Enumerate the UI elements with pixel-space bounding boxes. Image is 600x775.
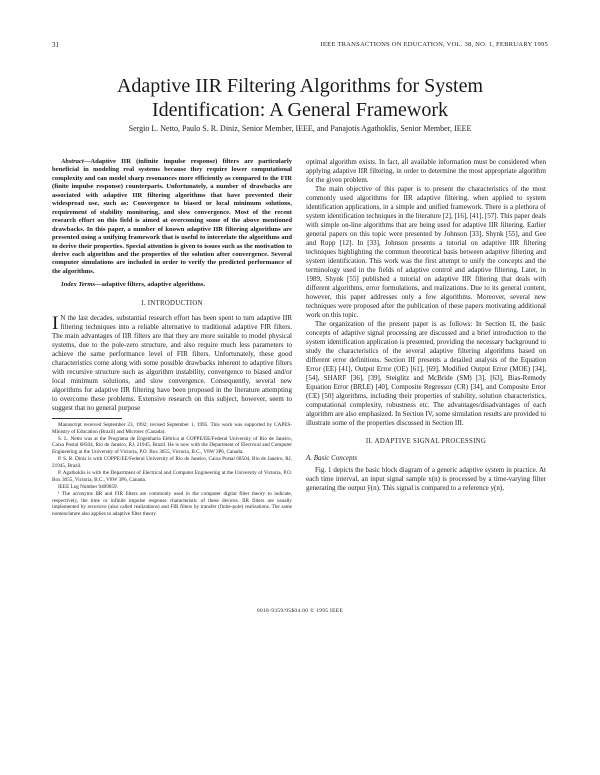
footnotes — [52, 422, 292, 517]
body-paragraph-2: The main objective of this paper is to present the characteristics of the most commonly used algorithms for IIR adaptive filtering, when applied to system identification applications, in a simple and unified framework. There is a plethora of system identification techniques in the literature [2], [16], [41], [57]. This paper deals with simple on-line algorithms that are being used for adaptive IIR filtering. Earlier general papers on this topic were presented by Johnson [33], Shynk [55], and Gee and Rupp [12]. In [33], Johnson presents a tutorial on adaptive IIR filtering techniques highlighting the common theoretical basis between adaptive filtering and system identification. This work was the first attempt to unify the concepts and the terminology used in the fields of adaptive control and adaptive filtering. Later, in 1989, Shynk [55] published a tutorial on adaptive IIR filtering that deals with different algorithms, error formulations, and realizations. Due to its general content, however, this paper addresses only a few algorithms. Moreover, several new techniques were proposed after the publication of these papers motivating additional work on this topic. — [306, 185, 546, 319]
introduction-paragraph — [52, 314, 292, 413]
index-terms-text: adaptive filters, adaptive algorithms. — [101, 281, 206, 289]
section-heading-introduction: I. INTRODUCTION — [141, 299, 203, 307]
body-paragraph-3: The organization of the present paper is as follows: In Section II, the basic concepts of adaptive signal processing are discussed and a brief introduction to the system identification application is presented, providing the necessary background to study the characteristics of the several adaptive filtering algorithms based on different error definitions. Section III presents a detailed analysis of the Equation Error (EE) [41], Output Error (OE) [61], [69], Modified Output Error (MOE) [34], [54], SHARF [36], [39], Steiglitz and McBride (SM) [3], [63], Bias-Remedy Equation Error (BRLE) [40], Composite Regressor (CR) [34], and Composite Error (CE) [50] algorithms, including their properties of stability, solution characteristics, computational complexity, robustness etc. The advantages/disadvantages of each algorithm are also emphasized. In Section IV, some simulation results are provided to illustrate some of the properties discussed in Section III. — [306, 320, 546, 427]
index-terms-label: Index Terms— — [61, 281, 102, 289]
abstract-text: Adaptive IIR (infinite impulse response) filters are particularly beneficial in modeling real systems because they require lower computational complexity and can model sharp resonances more efficiently as compared to the FIR (finite impulse response) counterparts. Unfortunately, a number of drawbacks are associated with adaptive IIR filtering algorithms that have prevented their widespread use, such as: Convergence to biased or local minimum solutions, requirement of stability monitoring, and slow convergence. Most of the recent research effort on this field is aimed at overcoming some of the above mentioned drawbacks. In this paper, a number of known adaptive IIR filtering algorithms are presented using a unifying framework that is useful to interrelate the algorithms and to derive their properties. Special attention is given to issues such as the motivation to derive each algorithm and the properties of the solution after convergence. Several computer simulations are included in order to verify the predicted performance of the algorithms. — [52, 158, 292, 275]
section-heading-adaptive-signal-processing: II. ADAPTIVE SIGNAL PROCESSING — [365, 438, 487, 445]
footnote-log-number: IEEE Log Number 9409859. — [58, 483, 118, 490]
body-paragraph-4: Fig. 1 depicts the basic block diagram of a generic adaptive system in practice. At each time interval, an input signal sample x(n) is processed by a time-varying filter generating the output ŷ(n). This signal is compared to a reference y(n), — [306, 465, 546, 492]
body-paragraph-1: optimal algorithm exists. In fact, all available information must be considered when applying adaptive IIR filtering, in order to determine the most appropriate algorithm for the given problem. — [306, 158, 546, 184]
footnote-agathoklis: P. Agathoklis is with the Department of Electrical and Computer Engineering at the University of Victoria, P.O. Box 3055, Victoria, B.C., V8W 3P6, Canada. — [52, 470, 292, 483]
copyright-footer: 0018-9359/95$04.00 © 1995 IEEE — [256, 608, 344, 614]
footnote-netto: S. L. Netto was at the Programa de Engenharia Elétrica at COPPE/EE/Federal University of Rio de Janeiro, Caixa Postal 68504, Rio de Janeiro, RJ, 21945, Brazil. He is now with the Department of Electrical and Computer Engineering at the University of Victoria, P.O. Box 3055, Victoria, B.C., V8W 3P6, Canada. — [52, 436, 292, 455]
footnote-acronyms: ¹ The acronyms IIR and FIR filters are commonly used in the computer digital filter theory to indicate, respectively, the time or infinite impulse response characteristic of these devices. IIR filters are usually implemented by recursive (also called realizations) and FIR filters by transfer (finite-pole) realizations. The same nomenclature also applies to adaptive filter theory. — [52, 491, 292, 517]
abstract — [52, 158, 292, 276]
subsection-heading-basic-concepts: A. Basic Concepts — [306, 454, 358, 463]
drop-cap: I — [52, 313, 59, 335]
footnote-diniz: P. S. R. Diniz is with COPPE/EE/Federal University of Rio de Janeiro, Caixa Postal 68504, Rio de Janeiro, RJ, 21945, Brazil. — [52, 456, 292, 469]
footnote-manuscript: Manuscript received September 23, 1992; revised September 1, 1995. This work was supported by CAPES-Ministry of Education (Brazil) and Microtec (Canada). — [52, 422, 292, 435]
left-column — [52, 158, 292, 518]
footnote-divider — [52, 418, 122, 419]
index-terms — [52, 281, 292, 289]
page-number: 31 — [52, 41, 59, 49]
journal-header: IEEE TRANSACTIONS ON EDUCATION, VOL. 38, NO. 1, FEBRUARY 1995 — [320, 41, 548, 48]
introduction-text: N the last decades, substantial research effort has been spent to turn adaptive IIR filtering techniques into a reliable alternative to traditional adaptive FIR filters. The main advantages of IIR filters are that they are more suitable to model physical systems, due to the pole-zero structure, and also require much less parameters to achieve the same performance level of FIR filters. Unfortunately, these good characteristics come along with some possible drawbacks inherent to adaptive filters with recursive structure such as algorithm instability, convergence to biased and/or local minimum solutions, and slow convergence. Consequently, several new algorithms for adaptive IIR filtering have been proposed in the literature attempting to overcome these problems. Extensive research on this subject, however, seem to suggest that no general purpose — [52, 314, 292, 413]
paper-title: Adaptive IIR Filtering Algorithms for System Identification: A General Framework — [116, 75, 484, 121]
author-line: Sergio L. Netto, Paulo S. R. Diniz, Senior Member, IEEE, and Panajotis Agathoklis, Senior Member, IEEE — [128, 124, 472, 133]
right-column — [306, 158, 546, 493]
abstract-label: Abstract— — [61, 158, 91, 165]
